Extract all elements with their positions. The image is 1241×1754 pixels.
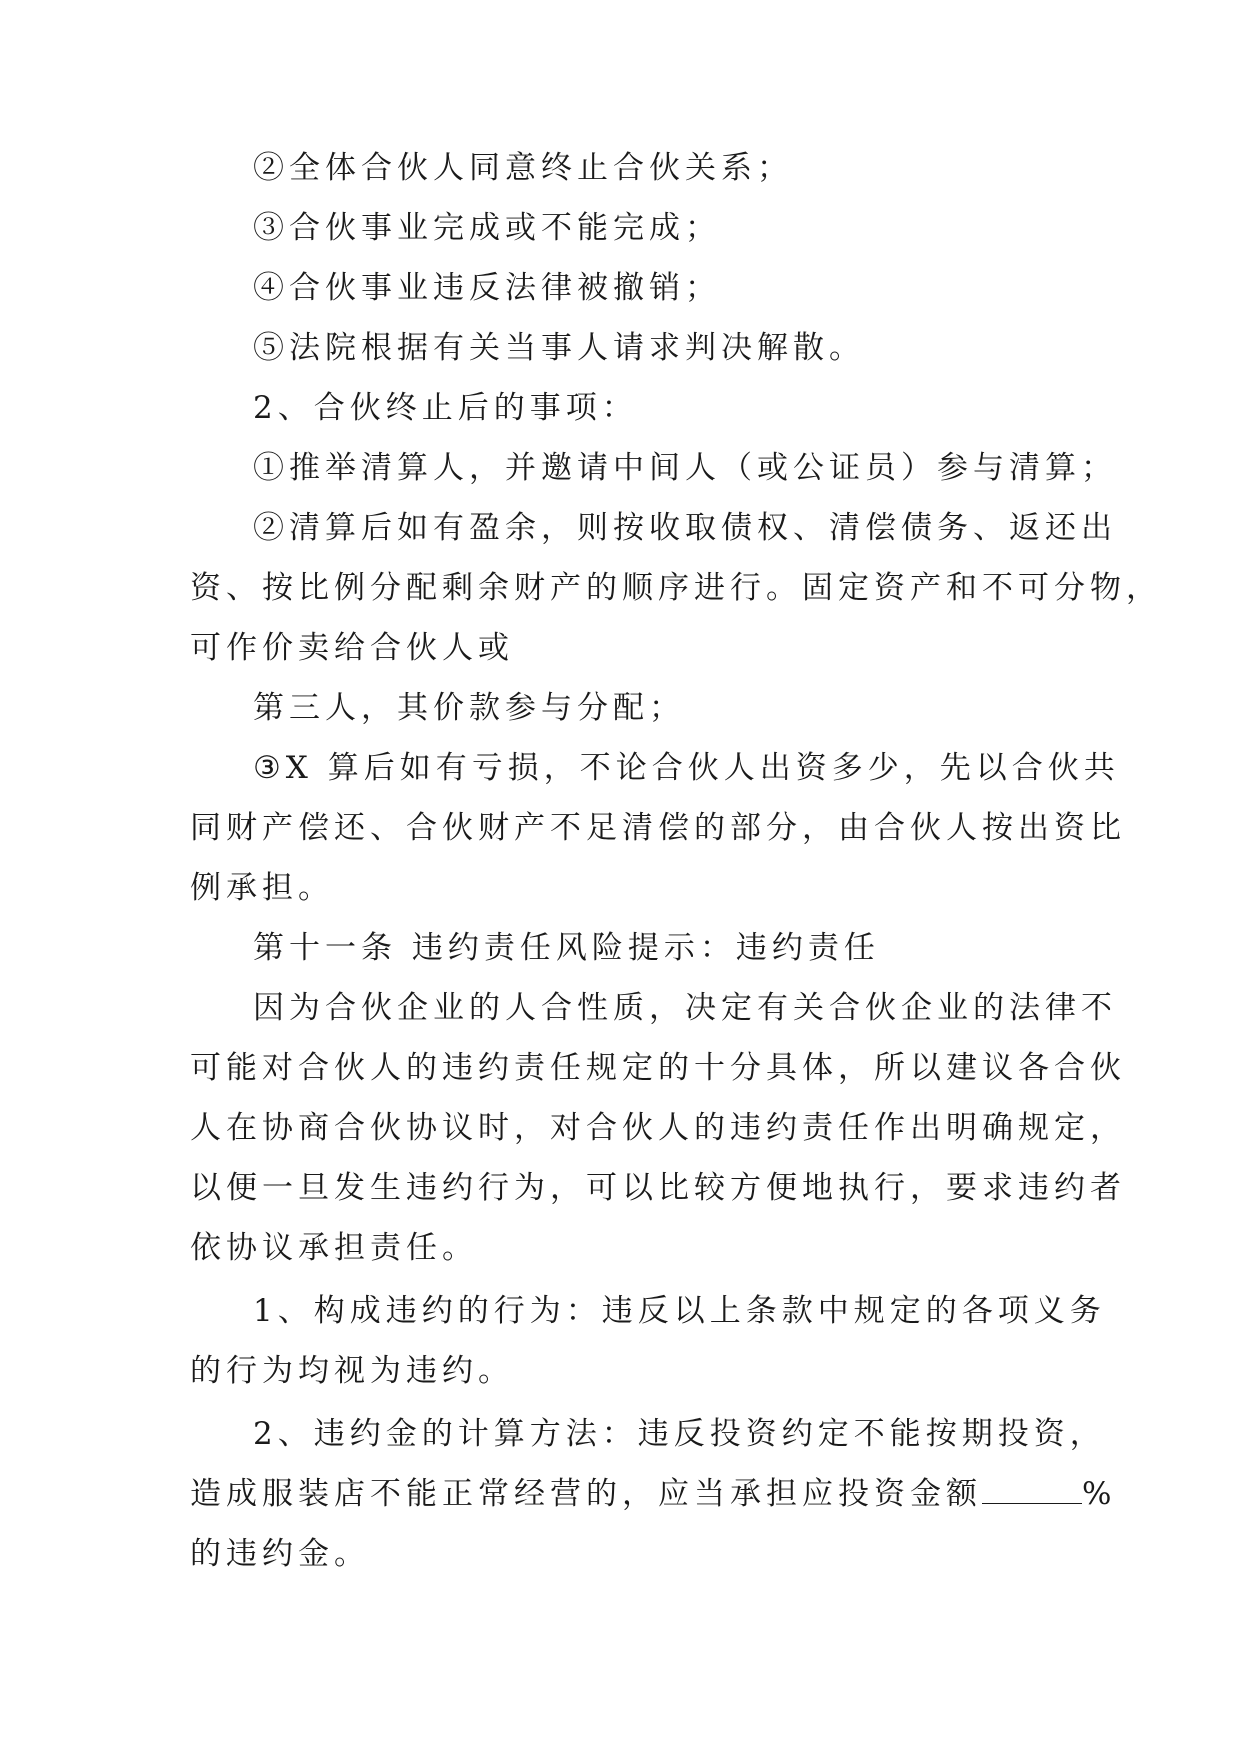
sub-item-3-line-3: 例承担。 bbox=[190, 870, 334, 906]
paragraph-line-2: 可能对合伙人的违约责任规定的十分具体，所以建议各合伙 bbox=[190, 1050, 1126, 1086]
sub-item-2-line-3: 可作价卖给合伙人或 bbox=[190, 630, 514, 666]
fill-in-blank bbox=[982, 1475, 1082, 1504]
article-heading: 第十一条 违约责任风险提示：违约责任 bbox=[253, 930, 880, 966]
sub-item-3-line-2: 同财产偿还、合伙财产不足清偿的部分，由合伙人按出资比 bbox=[190, 810, 1126, 846]
clause-2-line-2 bbox=[190, 1474, 1116, 1514]
percent-sign: % bbox=[1082, 1476, 1117, 1512]
list-item-5: ⑤法院根据有关当事人请求判决解散。 bbox=[253, 330, 865, 366]
list-item-4: ④合伙事业违反法律被撤销； bbox=[253, 270, 721, 306]
clause-2-text: 造成服装店不能正常经营的，应当承担应投资金额 bbox=[190, 1476, 982, 1512]
paragraph-line-4: 以便一旦发生违约行为，可以比较方便地执行，要求违约者 bbox=[190, 1170, 1126, 1206]
clause-2-line-3: 的违约金。 bbox=[190, 1536, 370, 1572]
paragraph-line-3: 人在协商合伙协议时，对合伙人的违约责任作出明确规定， bbox=[190, 1110, 1126, 1146]
clause-1-line-1: 1、构成违约的行为：违反以上条款中规定的各项义务 bbox=[253, 1293, 1106, 1329]
list-item-2: ②全体合伙人同意终止合伙关系； bbox=[253, 150, 793, 186]
sub-item-2-line-1: ②清算后如有盈余，则按收取债权、清偿债务、返还出 bbox=[253, 510, 1117, 546]
clause-1-line-2: 的行为均视为违约。 bbox=[190, 1353, 514, 1389]
paragraph-line-5: 依协议承担责任。 bbox=[190, 1230, 478, 1266]
list-item-3: ③合伙事业完成或不能完成； bbox=[253, 210, 721, 246]
clause-2-line-1: 2、违约金的计算方法：违反投资约定不能按期投资， bbox=[253, 1416, 1106, 1452]
paragraph-line-1: 因为合伙企业的人合性质，决定有关合伙企业的法律不 bbox=[253, 990, 1117, 1026]
sub-item-1: ①推举清算人，并邀请中间人（或公证员）参与清算； bbox=[253, 450, 1117, 486]
paragraph-line: 第三人，其价款参与分配； bbox=[253, 690, 685, 726]
section-heading-2: 2、合伙终止后的事项： bbox=[253, 390, 638, 426]
sub-item-3-line-1: ③X 算后如有亏损，不论合伙人出资多少，先以合伙共 bbox=[253, 750, 1120, 786]
sub-item-2-line-2: 资、按比例分配剩余财产的顺序进行。固定资产和不可分物， bbox=[190, 570, 1162, 606]
